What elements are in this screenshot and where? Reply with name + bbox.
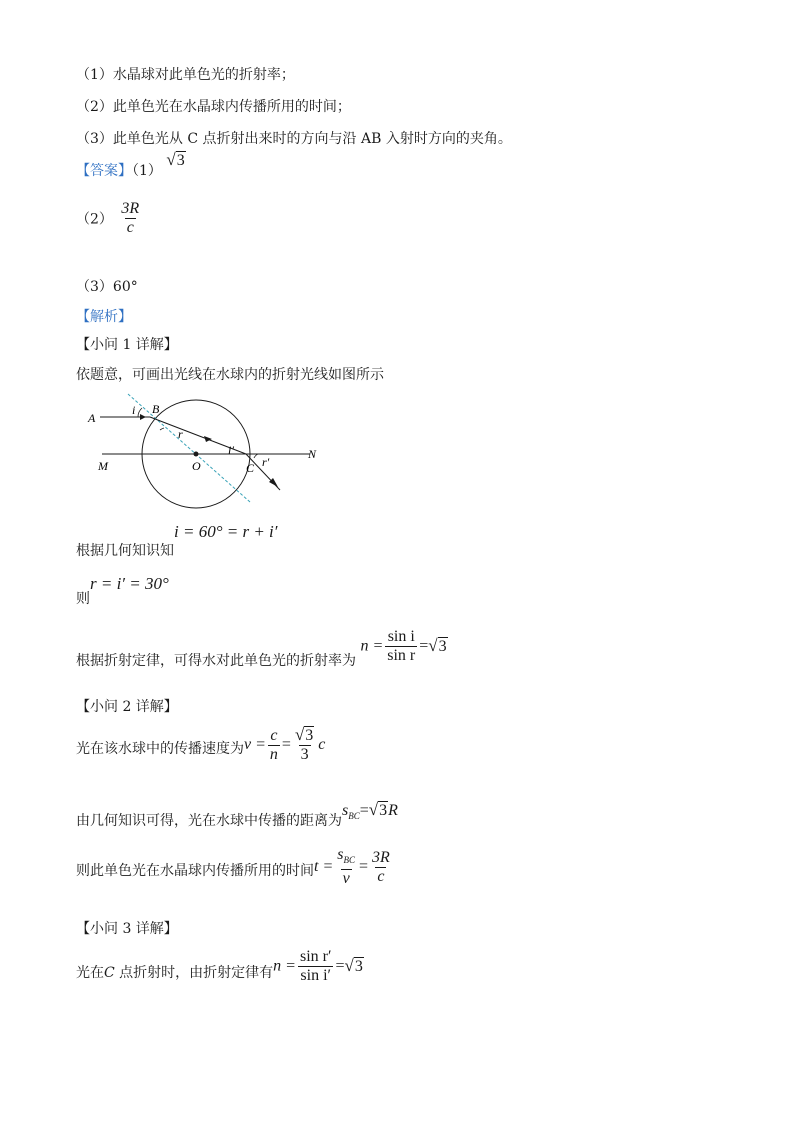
sub1-law-line	[76, 628, 448, 669]
angle-rprime-arc	[254, 454, 258, 458]
sub3-refr-line	[76, 948, 364, 985]
sub2-dist-tail: R	[388, 802, 398, 819]
sub2-dist-eq: =	[359, 802, 369, 819]
question-2: （2）此单色光在水晶球内传播所用的时间；	[76, 99, 351, 115]
sub1-geo-formula: i = 60° = r + i′	[174, 522, 278, 541]
answer-p1-label: （1）	[132, 163, 162, 179]
incident-arrow	[140, 414, 146, 420]
sub3-header: 【小问 3 详解】	[76, 921, 178, 937]
label-n: N	[308, 447, 317, 461]
sub1-header: 【小问 1 详解】	[76, 337, 178, 353]
answer-line-3	[76, 276, 138, 296]
sub1-then-line	[76, 574, 169, 607]
refraction-diagram	[80, 392, 330, 512]
sub2-time-eq: =	[359, 858, 369, 876]
label-r-prime: r′	[262, 455, 270, 469]
sub1-then-formula: r = i′ = 30°	[90, 574, 169, 593]
answer-p3-label: （3）	[76, 279, 113, 295]
sub2-dist-text: 由几何知识可得，光在水球中传播的距离为	[76, 813, 342, 829]
sub3-refr-eq: =	[335, 957, 345, 975]
sub1-law-fraction: $\frac{\text{sin i}}{\text{sin r}}$	[387, 628, 416, 664]
label-r: r	[178, 427, 183, 441]
center-point	[194, 452, 199, 457]
sub2-dist-line	[76, 800, 398, 829]
sub1-law-text: 根据折射定律，可得水对此单色光的折射率为	[76, 652, 356, 669]
label-b: B	[152, 402, 160, 416]
sub2-speed-frac-1: $\frac{c}{n}$	[269, 726, 278, 763]
sub1-geo-text: 根据几何知识知	[76, 543, 174, 559]
question-3: （3）此单色光从 C 点折射出来时的方向与沿 AB 入射时方向的夹角。	[76, 131, 512, 147]
sub2-speed-line	[76, 726, 325, 764]
sub1-intro: 依题意，可画出光线在水球内的折射光线如图所示	[76, 367, 384, 383]
label-i: i	[132, 403, 136, 417]
sub1-law-root: √ 3	[428, 635, 447, 655]
sub1-then-text: 则	[76, 591, 90, 607]
sub2-time-frac-2: $\frac{3R}{c}$	[372, 848, 390, 885]
question-1: （1）水晶球对此单色光的折射率；	[76, 67, 295, 83]
sub2-speed-text: 光在该水球中的传播速度为	[76, 741, 244, 757]
label-a: A	[88, 411, 96, 425]
sub2-header: 【小问 2 详解】	[76, 699, 178, 715]
answer-p3-value: 60°	[112, 279, 138, 295]
sub1-law-eq: =	[419, 637, 429, 655]
answer-p2-label: （2）	[76, 211, 113, 228]
sub3-refr-fraction: $\frac{\text{sin r′}}{\text{sin i′}}$	[299, 948, 332, 984]
label-i-prime: i′	[228, 443, 234, 457]
answer-line-1	[76, 150, 186, 180]
sub3-refr-lhs: n =	[273, 957, 296, 975]
refracted-arrow	[204, 436, 212, 442]
sub3-refr-text: 光在C 点折射时，由折射定律有	[76, 964, 274, 981]
sub2-time-text: 则此单色光在水晶球内传播所用的时间	[76, 863, 314, 880]
sub2-time-lhs: t =	[314, 858, 334, 876]
answer-p2-fraction: $\frac{3R}{c}$	[121, 200, 140, 236]
answer-line-2	[76, 200, 143, 237]
sub2-dist-root: √ 3	[368, 800, 388, 819]
sub2-time-frac-1: $\frac{s_{BC}}{v}$	[337, 846, 355, 888]
sub2-speed-lhs: v =	[244, 736, 266, 753]
sub3-refr-root: √ 3	[344, 955, 363, 975]
sub1-law-lhs: n =	[360, 637, 384, 655]
answer-tag: 【答案】	[76, 163, 132, 179]
sub1-geo-line	[76, 522, 278, 559]
sub2-speed-tail: c	[318, 736, 326, 753]
sub2-dist-lhs: $s_{BC}$	[342, 802, 360, 822]
sub2-speed-eq: =	[281, 736, 291, 753]
answer-p1-value: √ 3	[166, 150, 185, 169]
label-o: O	[192, 459, 201, 473]
sub2-speed-frac-2: √ 3 3	[294, 725, 314, 763]
sub2-time-line	[76, 846, 394, 888]
label-c: C	[246, 461, 255, 475]
label-m: M	[98, 459, 108, 473]
analysis-tag: 【解析】	[76, 309, 132, 325]
angle-r-arc	[160, 428, 164, 430]
